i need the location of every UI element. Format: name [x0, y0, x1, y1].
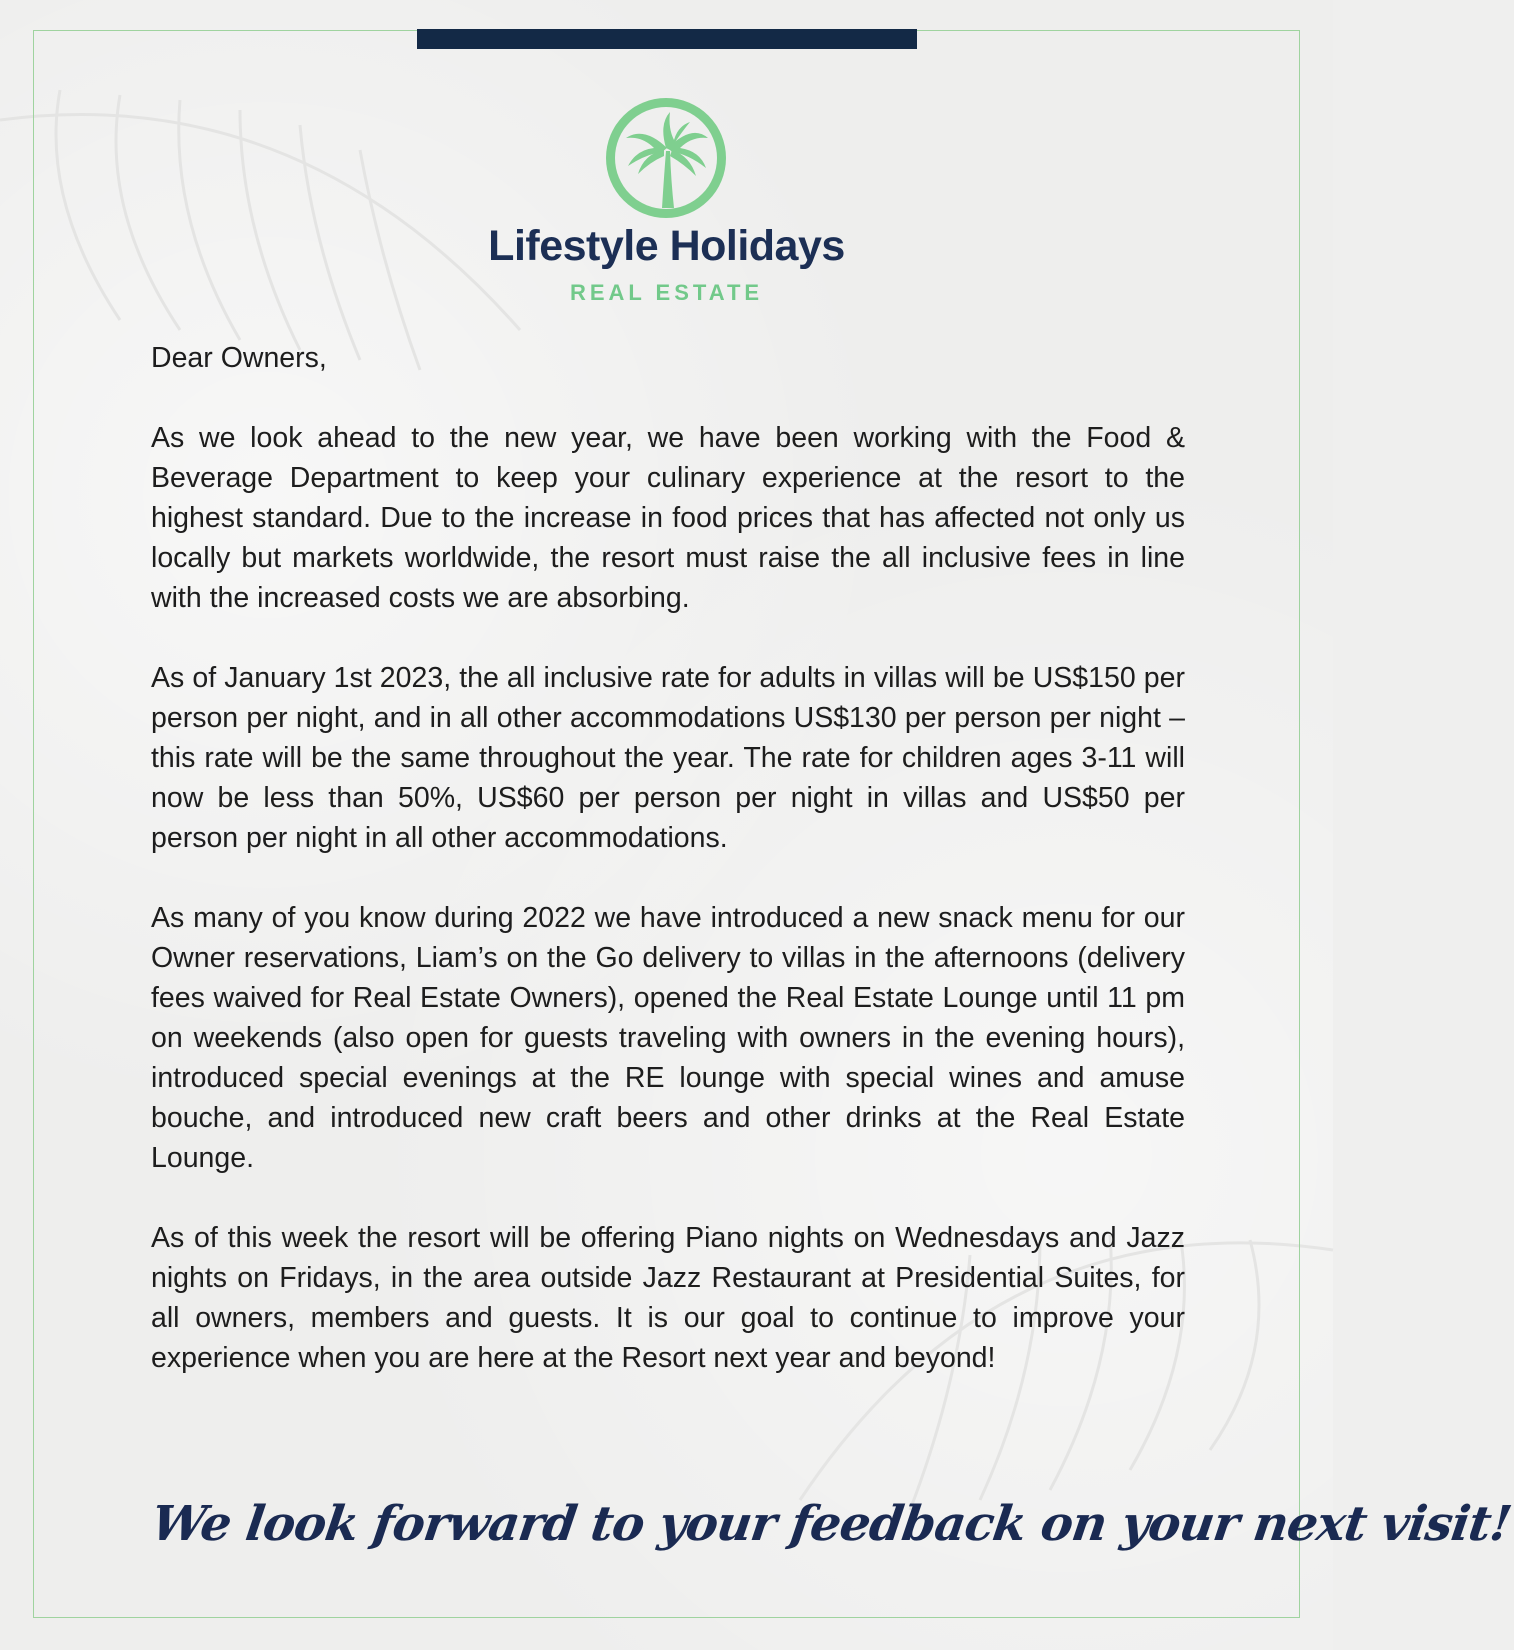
top-accent-bar [417, 29, 917, 49]
letter-body [151, 338, 1185, 1418]
brand-name: Lifestyle Holidays [488, 222, 845, 270]
salutation: Dear Owners, [151, 342, 327, 374]
brand-subtitle: REAL ESTATE [569, 280, 764, 305]
palm-tree-icon [604, 96, 728, 220]
paragraph-music-nights: As of this week the resort will be offering Piano nights on Wednesdays and Jazz nights on Fridays, in the area outside Jazz Restaurant at Presidential Suites, for all owners, members and guests. It is our goal to continue to improve your experience when you are here at the Resort next year and beyond! [151, 1222, 1185, 1374]
paragraph-2022-improvements: As many of you know during 2022 we have introduced a new snack menu for our Owner reservations, Liam’s on the Go delivery to villas in the afternoons (delivery fees waived for Real Estate Owners), opened the Real Estate Lounge until 11 pm on weekends (also open for guests traveling with owners in the evening hours), introduced special evenings at the RE lounge with special wines and amuse bouche, and introduced new craft beers and other drinks at the Real Estate Lounge. [151, 902, 1185, 1174]
paragraph-price-increase: As we look ahead to the new year, we have been working with the Food & Beverage Department to keep your culinary experience at the resort to the highest standard. Due to the increase in food prices that has affected not only us locally but markets worldwide, the resort must raise the all inclusive fees in line with the increased costs we are absorbing. [151, 422, 1185, 614]
closing-line: We look forward to your feedback on your next visit! [148, 1496, 1514, 1552]
paragraph-new-rates: As of January 1st 2023, the all inclusive rate for adults in villas will be US$150 per person per night, and in all other accommodations US$130 per person per night – this rate will be the same throughout the year. The rate for children ages 3-11 will now be less than 50%, US$60 per person per night in villas and US$50 per person per night in all other accommodations. [151, 662, 1185, 854]
